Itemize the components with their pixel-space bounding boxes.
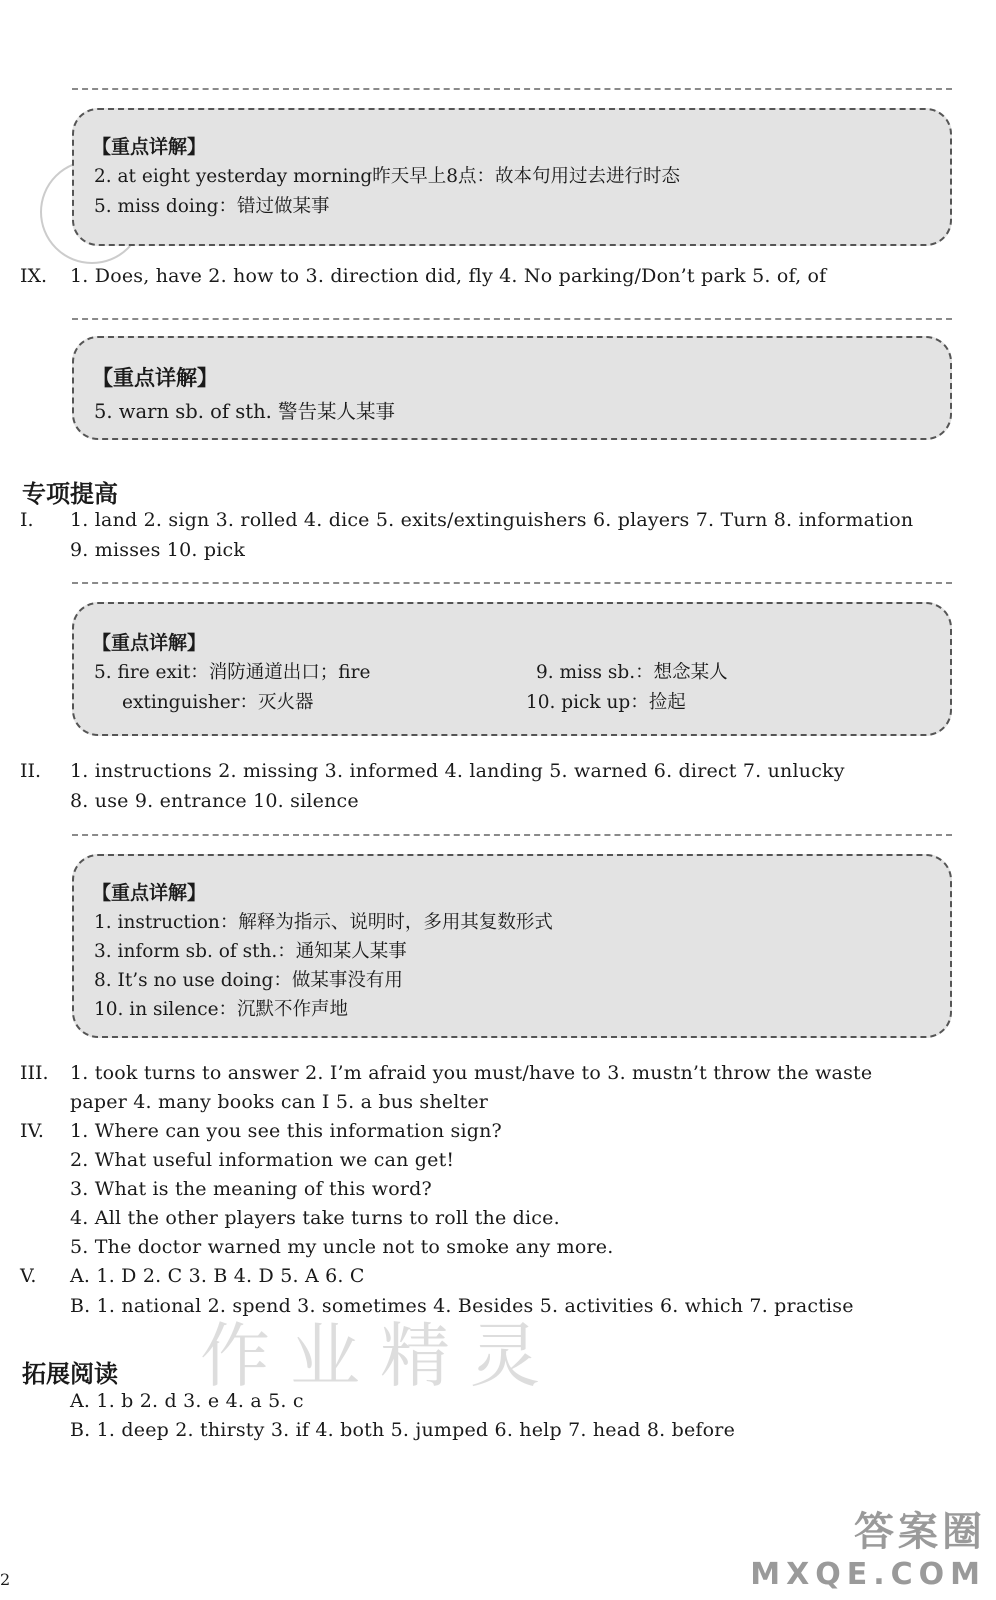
detail-line: 3. inform sb. of sth.：通知某人某事 bbox=[94, 941, 407, 962]
answer-line: B. 1. national 2. spend 3. sometimes 4. Besides 5. activities 6. which 7. practise bbox=[70, 1295, 854, 1317]
detail-line: 5. fire exit：消防通道出口；fire bbox=[94, 662, 371, 683]
watermark-logo bbox=[750, 1500, 986, 1592]
answer-line: 1. took turns to answer 2. I’m afraid you must/have to 3. mustn’t throw the waste bbox=[70, 1062, 873, 1084]
answer-line: 1. land 2. sign 3. rolled 4. dice 5. exits/extinguishers 6. players 7. Turn 8. information bbox=[70, 509, 914, 531]
answer-line: paper 4. many books can I 5. a bus shelter bbox=[70, 1091, 489, 1113]
answer-line: 9. misses 10. pick bbox=[70, 539, 246, 561]
detail-line: 9. miss sb.：想念某人 bbox=[536, 662, 728, 683]
section-label: V. bbox=[20, 1265, 37, 1287]
key-points-box bbox=[72, 108, 952, 246]
answer-line: 1. Where can you see this information sign? bbox=[70, 1120, 502, 1142]
detail-line: 8. It’s no use doing：做某事没有用 bbox=[94, 970, 403, 991]
watermark-logo-bottom: MXQE.COM bbox=[750, 1557, 986, 1592]
section-label: III. bbox=[20, 1062, 49, 1084]
page-number: 2 bbox=[0, 1570, 11, 1589]
detail-line: 10. in silence：沉默不作声地 bbox=[94, 999, 349, 1020]
detail-line: 2. at eight yesterday morning昨天早上8点：故本句用过去进行时态 bbox=[94, 166, 681, 187]
box-heading: 【重点详解】 bbox=[92, 136, 207, 158]
watermark-center: 作业精灵 bbox=[200, 1315, 560, 1397]
section-label: II. bbox=[20, 760, 42, 782]
box-heading: 【重点详解】 bbox=[92, 366, 218, 390]
divider bbox=[72, 88, 952, 90]
box-heading: 【重点详解】 bbox=[92, 632, 207, 654]
answer-line: A. 1. b 2. d 3. e 4. a 5. c bbox=[70, 1390, 304, 1412]
section-label: IX. bbox=[20, 265, 48, 287]
answer-line: 2. What useful information we can get! bbox=[70, 1149, 455, 1171]
watermark-logo-top: 答案圈 bbox=[854, 1509, 986, 1555]
box-heading: 【重点详解】 bbox=[92, 882, 207, 904]
section-label: I. bbox=[20, 509, 34, 531]
answer-line: 1. instructions 2. missing 3. informed 4. landing 5. warned 6. direct 7. unlucky bbox=[70, 760, 845, 782]
key-points-box bbox=[72, 336, 952, 440]
answer-line: 5. The doctor warned my uncle not to smoke any more. bbox=[70, 1236, 614, 1258]
answer-line: 4. All the other players take turns to roll the dice. bbox=[70, 1207, 560, 1229]
detail-line: 5. warn sb. of sth. 警告某人某事 bbox=[94, 400, 396, 423]
answer-line: A. 1. D 2. C 3. B 4. D 5. A 6. C bbox=[70, 1265, 365, 1287]
answer-line: 1. Does, have 2. how to 3. direction did, fly 4. No parking/Don’t park 5. of, of bbox=[70, 265, 827, 287]
answer-line: 3. What is the meaning of this word? bbox=[70, 1178, 432, 1200]
key-points-box bbox=[72, 854, 952, 1038]
divider bbox=[72, 582, 952, 584]
detail-line: extinguisher：灭火器 bbox=[122, 692, 314, 713]
divider bbox=[72, 318, 952, 320]
detail-line: 1. instruction：解释为指示、说明时，多用其复数形式 bbox=[94, 912, 553, 933]
section-title: 专项提高 bbox=[22, 480, 118, 508]
detail-line: 10. pick up：捡起 bbox=[526, 692, 686, 713]
detail-line: 5. miss doing：错过做某事 bbox=[94, 196, 330, 217]
divider bbox=[72, 834, 952, 836]
section-label: IV. bbox=[20, 1120, 44, 1142]
section-title: 拓展阅读 bbox=[22, 1360, 118, 1388]
answer-line: 8. use 9. entrance 10. silence bbox=[70, 790, 359, 812]
key-points-box bbox=[72, 602, 952, 736]
answer-line: B. 1. deep 2. thirsty 3. if 4. both 5. jumped 6. help 7. head 8. before bbox=[70, 1419, 736, 1441]
